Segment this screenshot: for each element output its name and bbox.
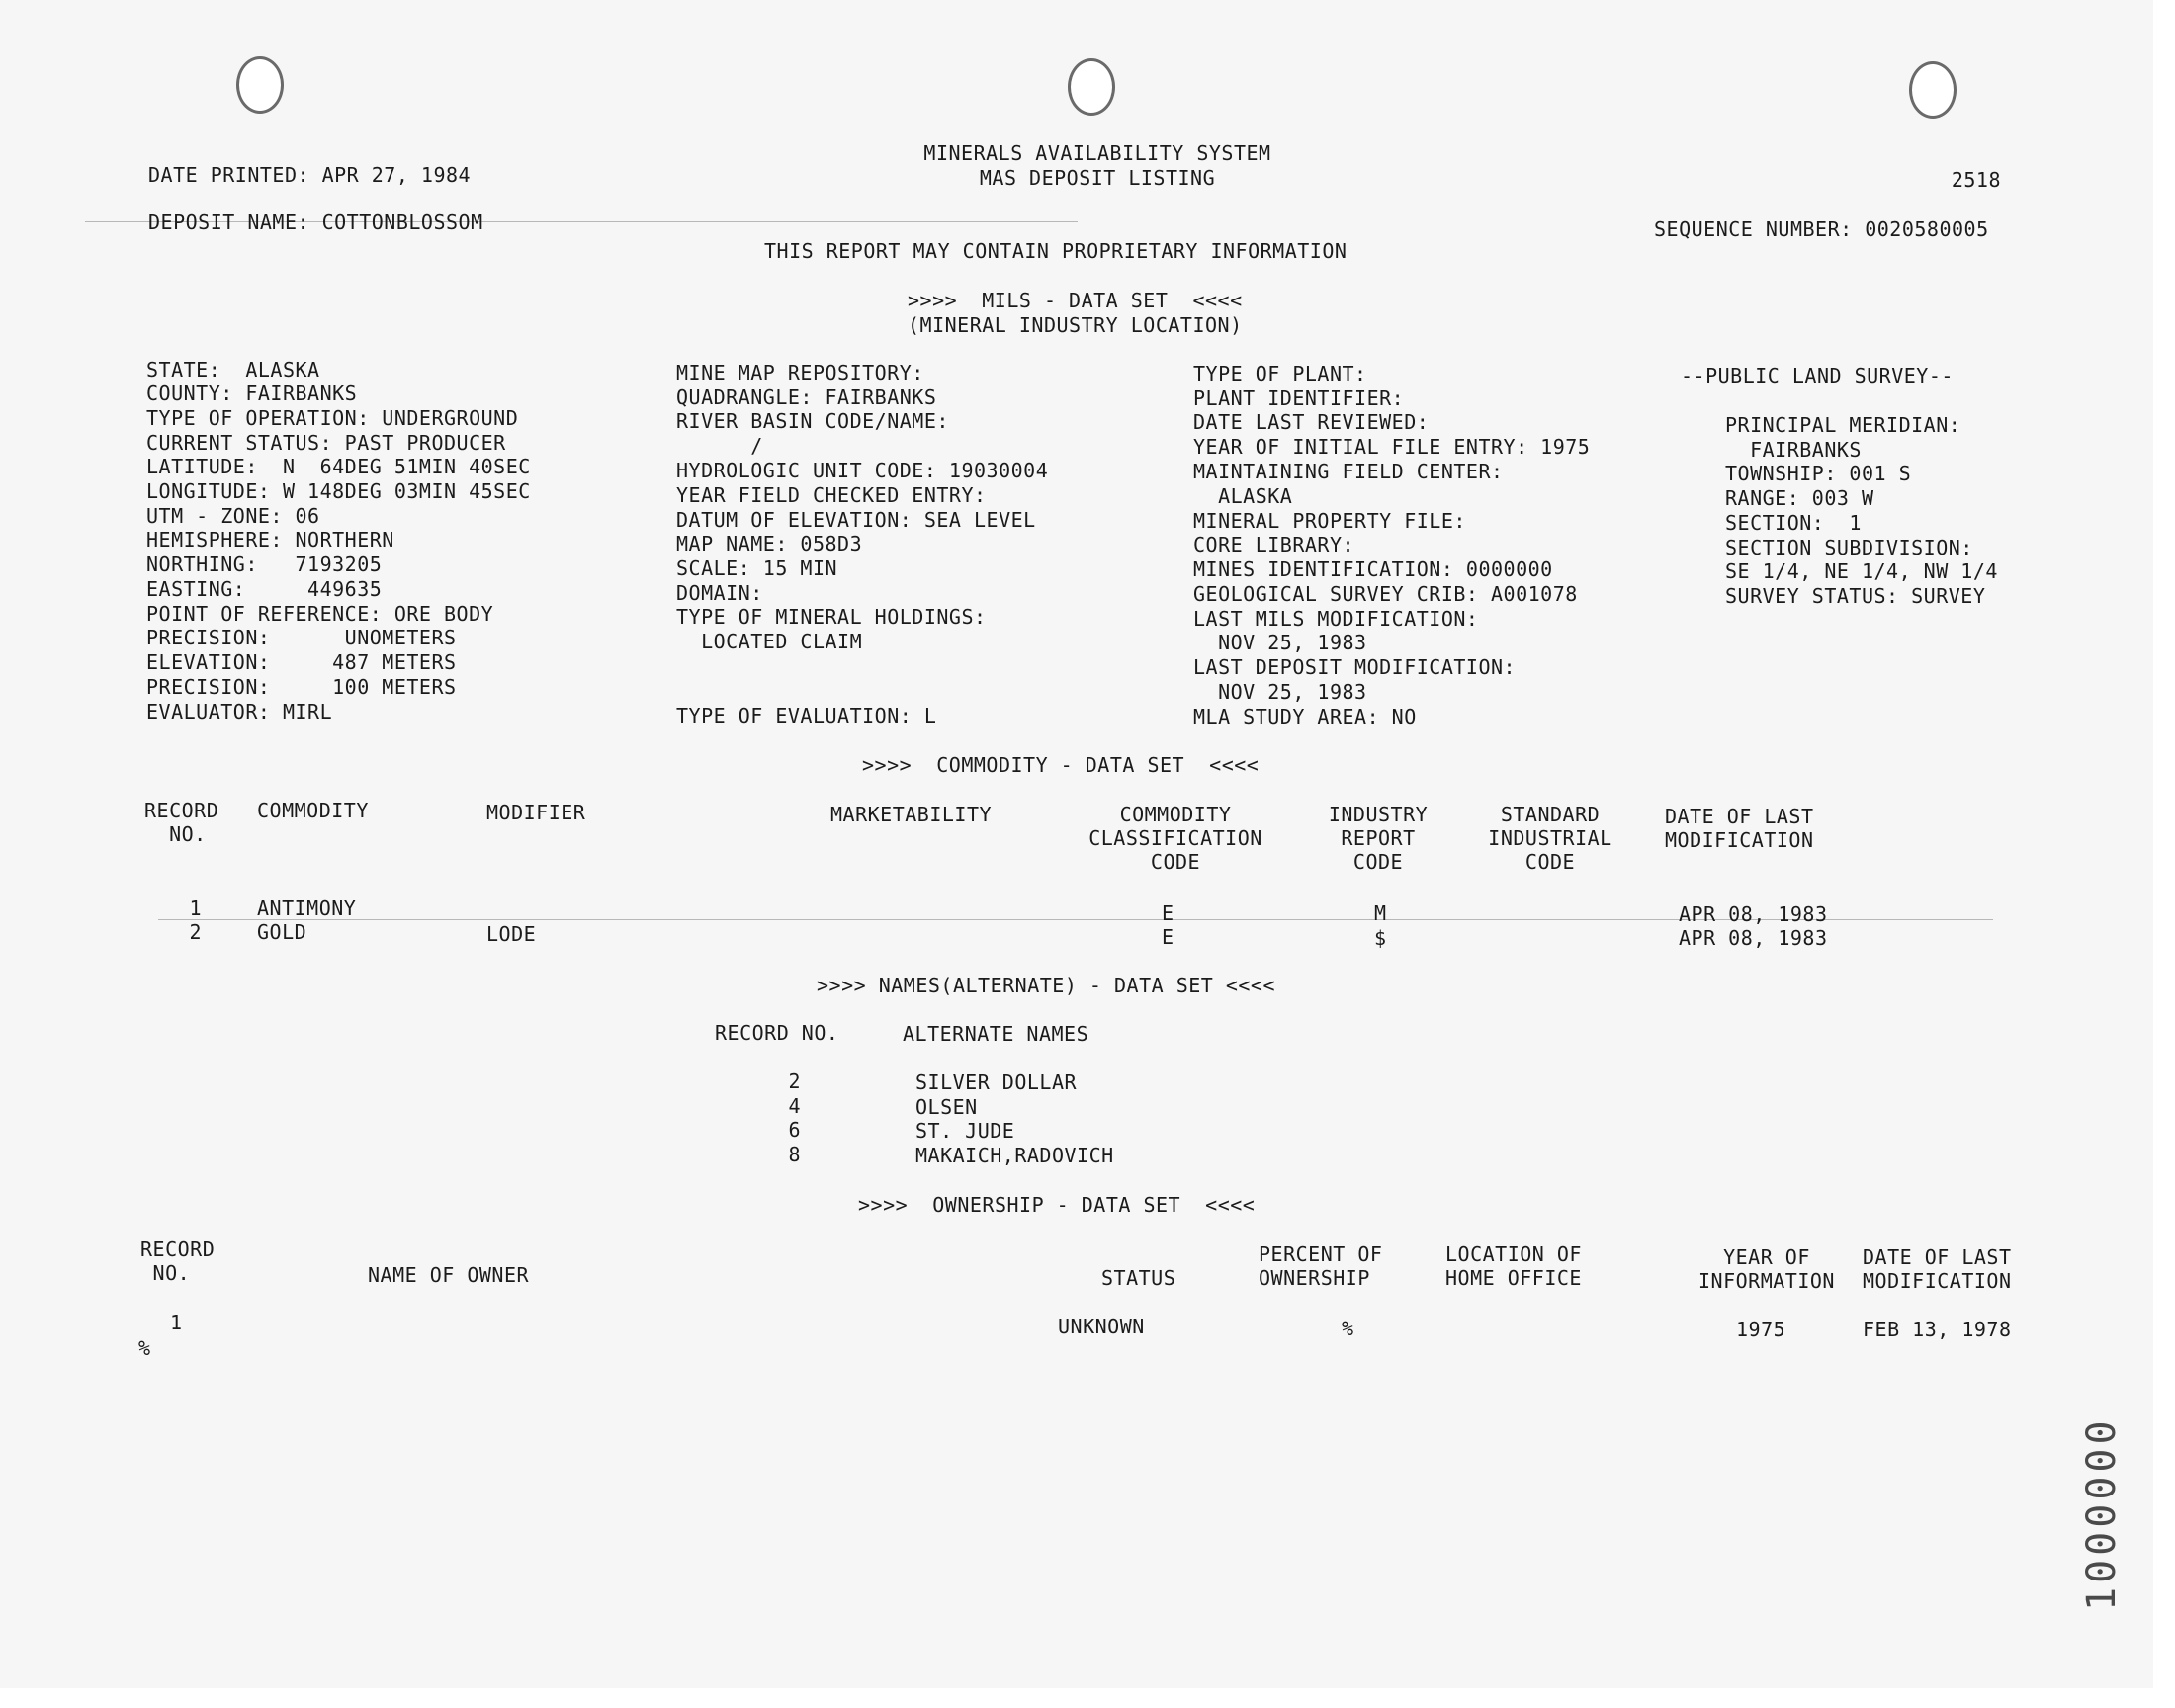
mils-field: SCALE: 15 MIN [676,556,838,580]
mils-field: CORE LIBRARY: [1193,533,1355,556]
industry-report-code: M [1374,901,1387,925]
mils-field: PRECISION: UNOMETERS [146,626,457,649]
owner-percent: % [1342,1317,1354,1340]
col-ownership-date-last-modification: DATE OF LAST MODIFICATION [1863,1245,2012,1293]
mils-field: LATITUDE: N 64DEG 51MIN 40SEC [146,455,531,478]
public-land-survey-heading: --PUBLIC LAND SURVEY-- [1681,364,1954,387]
col-industry-report-code: INDUSTRY REPORT CODE [1328,803,1429,874]
alternate-name: SILVER DOLLAR [915,1070,1078,1094]
binder-hole-right [1909,61,1957,119]
mils-field: CURRENT STATUS: PAST PRODUCER [146,431,506,455]
mils-field: NORTHING: 7193205 [146,553,383,576]
modification-date: APR 08, 1983 [1679,926,1828,950]
col-date-last-modification: DATE OF LAST MODIFICATION [1665,805,1814,852]
alternate-record-no: 4 [788,1094,801,1118]
mils-field: COUNTY: FAIRBANKS [146,382,358,405]
pls-field: SECTION SUBDIVISION: [1725,536,1973,559]
industry-report-code: $ [1374,926,1387,950]
mils-field: GEOLOGICAL SURVEY CRIB: A001078 [1193,582,1578,606]
commodity-name: GOLD [257,920,307,944]
owner-modification-date: FEB 13, 1978 [1863,1318,2012,1341]
mils-field: ELEVATION: 487 METERS [146,650,457,674]
binder-hole-center [1068,58,1115,116]
mils-field: DATUM OF ELEVATION: SEA LEVEL [676,508,1036,532]
col-name-of-owner: NAME OF OWNER [368,1263,530,1287]
record-no: 1 [189,897,202,920]
col-alternate-names: ALTERNATE NAMES [903,1022,1089,1046]
pls-field: SURVEY STATUS: SURVEY [1725,584,1986,608]
commodity-name: ANTIMONY [257,897,357,920]
mils-field: LAST MILS MODIFICATION: [1193,607,1479,631]
pls-field: SE 1/4, NE 1/4, NW 1/4 [1725,559,1998,583]
mils-field: LONGITUDE: W 148DEG 03MIN 45SEC [146,479,531,503]
mils-field: MAINTAINING FIELD CENTER: [1193,460,1504,483]
col-modifier: MODIFIER [486,801,586,824]
col-owner-record-no: RECORD NO. [140,1238,216,1285]
col-standard-industrial-code: STANDARD INDUSTRIAL CODE [1488,803,1612,874]
owner-record-no: 1 [170,1311,183,1334]
col-marketability: MARKETABILITY [830,803,993,826]
mils-field: TYPE OF MINERAL HOLDINGS: [676,605,987,629]
pls-field: TOWNSHIP: 001 S [1725,462,1912,485]
pls-field: PRINCIPAL MERIDIAN: [1725,413,1961,437]
deposit-name: DEPOSIT NAME: COTTONBLOSSOM [148,211,483,234]
mils-field: YEAR OF INITIAL FILE ENTRY: 1975 [1193,435,1591,459]
mils-field: DATE LAST REVIEWED: [1193,410,1430,434]
mils-field: LOCATED CLAIM [676,630,863,653]
mils-field: PRECISION: 100 METERS [146,675,457,699]
mils-field: DOMAIN: [676,581,763,605]
mils-field: MINES IDENTIFICATION: 0000000 [1193,557,1553,581]
mils-subheading: (MINERAL INDUSTRY LOCATION) [908,313,1243,337]
mils-field: MAP NAME: 058D3 [676,532,863,555]
mils-field: EVALUATOR: MIRL [146,700,333,724]
col-location-home-office: LOCATION OF HOME OFFICE [1445,1242,1582,1290]
mils-field: NOV 25, 1983 [1193,680,1367,704]
classification-code: E [1162,901,1174,925]
system-title: MINERALS AVAILABILITY SYSTEM [923,141,1271,165]
binder-hole-left [236,56,284,114]
pls-field: FAIRBANKS [1725,438,1862,462]
col-commodity: COMMODITY [257,799,369,822]
proprietary-notice: THIS REPORT MAY CONTAIN PROPRIETARY INFORMATION [764,239,1348,263]
page-number: 2518 [1951,168,2001,192]
pls-field: SECTION: 1 [1725,511,1862,535]
alternate-name: OLSEN [915,1095,978,1119]
alternate-name: ST. JUDE [915,1119,1015,1143]
mils-field: MLA STUDY AREA: NO [1193,705,1417,728]
mils-field: POINT OF REFERENCE: ORE BODY [146,602,494,626]
date-printed: DATE PRINTED: APR 27, 1984 [148,163,472,187]
alternate-record-no: 8 [788,1143,801,1166]
mils-field: YEAR FIELD CHECKED ENTRY: [676,483,987,507]
commodity-heading: >>>> COMMODITY - DATA SET <<<< [862,753,1260,777]
alternate-record-no: 6 [788,1118,801,1142]
modifier: LODE [486,922,537,946]
mils-field: MINE MAP REPOSITORY: [676,361,924,384]
pls-field: RANGE: 003 W [1725,486,1874,510]
mils-field: LAST DEPOSIT MODIFICATION: [1193,655,1517,679]
mils-field: QUADRANGLE: FAIRBANKS [676,385,937,409]
mils-field: ALASKA [1193,484,1293,508]
mils-field: STATE: ALASKA [146,358,320,382]
owner-percent-mark: % [138,1336,151,1360]
col-classification-code: COMMODITY CLASSIFICATION CODE [1088,803,1262,874]
mils-field: EASTING: 449635 [146,577,383,601]
mils-field: MINERAL PROPERTY FILE: [1193,509,1466,533]
sequence-number: SEQUENCE NUMBER: 0020580005 [1654,217,1989,241]
mils-field: PLANT IDENTIFIER: [1193,386,1405,410]
mils-field: UTM - ZONE: 06 [146,504,320,528]
modification-date: APR 08, 1983 [1679,902,1828,926]
alternate-record-no: 2 [788,1069,801,1093]
mils-field: NOV 25, 1983 [1193,631,1367,654]
listing-title: MAS DEPOSIT LISTING [979,166,1216,190]
mils-field: HYDROLOGIC UNIT CODE: 19030004 [676,459,1049,482]
col-record-no: RECORD NO. [144,799,219,846]
record-no: 2 [189,920,202,944]
names-heading: >>>> NAMES(ALTERNATE) - DATA SET <<<< [817,974,1276,997]
type-of-evaluation: TYPE OF EVALUATION: L [676,704,937,727]
ownership-heading: >>>> OWNERSHIP - DATA SET <<<< [858,1193,1256,1217]
owner-status: UNKNOWN [1058,1315,1145,1338]
col-year-of-information: YEAR OF INFORMATION [1698,1245,1835,1293]
mils-heading: >>>> MILS - DATA SET <<<< [908,289,1243,312]
margin-stamp: 1000000 [2079,1416,2125,1611]
owner-year-of-information: 1975 [1736,1318,1786,1341]
col-percent-ownership: PERCENT OF OWNERSHIP [1259,1242,1383,1290]
mils-field: TYPE OF PLANT: [1193,362,1367,385]
alternate-name: MAKAICH,RADOVICH [915,1144,1114,1167]
mils-field: HEMISPHERE: NORTHERN [146,528,394,552]
mils-field: RIVER BASIN CODE/NAME: [676,409,949,433]
mils-field: TYPE OF OPERATION: UNDERGROUND [146,406,519,430]
col-names-record-no: RECORD NO. [715,1021,839,1045]
col-status: STATUS [1101,1266,1176,1290]
classification-code: E [1162,925,1174,949]
mils-field: / [676,434,763,458]
